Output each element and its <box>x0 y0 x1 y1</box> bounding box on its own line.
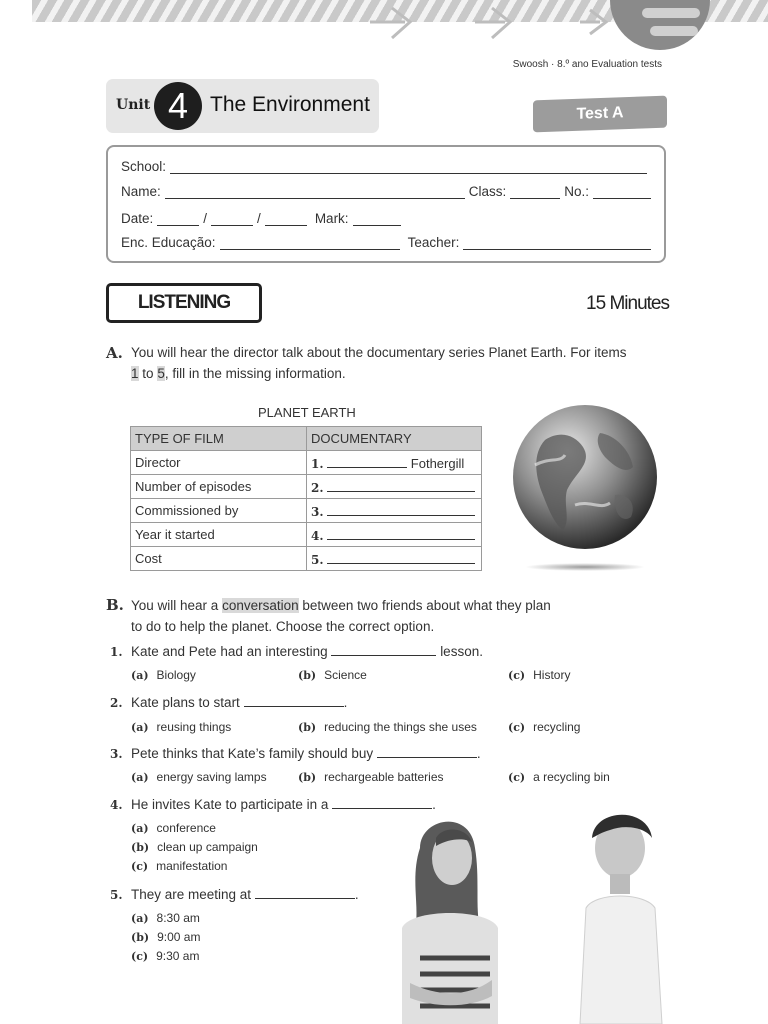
row-label: Number of episodes <box>131 475 307 499</box>
option[interactable]: (b) clean up campaign <box>131 840 258 854</box>
enc-label: Enc. Educação: <box>121 235 216 250</box>
teacher-label: Teacher: <box>407 235 460 250</box>
answer-blank[interactable] <box>327 455 407 468</box>
earth-globe-image <box>505 395 665 575</box>
date-separator: / <box>257 211 261 226</box>
enc-field[interactable] <box>220 235 400 250</box>
teacher-field[interactable] <box>463 235 651 250</box>
answer-cell[interactable]: 4. <box>307 523 482 547</box>
option[interactable]: (b) 9:00 am <box>131 930 201 944</box>
unit-number: 4 <box>154 82 202 130</box>
mark-field[interactable] <box>353 211 401 226</box>
answer-blank[interactable] <box>327 551 475 564</box>
row-label: Commissioned by <box>131 499 307 523</box>
part-a-instructions <box>131 342 671 384</box>
arrow-decoration <box>360 0 768 60</box>
table-header-cell: TYPE OF FILM <box>131 427 307 451</box>
mark-label: Mark: <box>314 211 349 226</box>
answer-blank[interactable] <box>244 694 344 707</box>
header-bar-icon <box>650 26 698 36</box>
option[interactable]: (c) History <box>508 668 571 682</box>
answer-blank[interactable] <box>255 886 355 899</box>
option[interactable]: (a) energy saving lamps <box>131 770 267 784</box>
option[interactable]: (a) 8:30 am <box>131 911 200 925</box>
director-suffix: Fothergill <box>410 455 465 471</box>
answer-blank[interactable] <box>377 745 477 758</box>
test-badge: Test A <box>533 96 667 133</box>
two-friends-photo <box>380 808 680 1024</box>
part-b-line-1: You will hear a conversation between two friends about what they plan <box>131 598 551 613</box>
unit-label: Unit <box>116 97 151 113</box>
arrow-icon <box>370 8 410 38</box>
row-label: Director <box>131 451 307 475</box>
option[interactable]: (c) recycling <box>508 720 581 734</box>
arrow-icon <box>580 10 606 34</box>
part-b-line-2: to do to help the planet. Choose the correct option. <box>131 619 435 634</box>
part-a-letter: A. <box>106 344 123 362</box>
series-label: Swoosh · 8.º ano Evaluation tests <box>512 59 662 70</box>
date-label: Date: <box>121 211 154 226</box>
header-circle-icon <box>610 0 710 50</box>
date-year-field[interactable] <box>265 211 307 226</box>
answer-blank[interactable] <box>327 503 475 516</box>
question-number: 1. <box>110 645 123 659</box>
table-row <box>131 499 482 523</box>
question-number: 3. <box>110 747 123 761</box>
class-field[interactable] <box>510 184 560 199</box>
school-row <box>121 159 651 174</box>
option[interactable]: (c) a recycling bin <box>508 770 610 784</box>
name-field[interactable] <box>165 184 465 199</box>
option[interactable]: (b) Science <box>298 668 367 682</box>
date-row <box>121 211 405 226</box>
answer-cell[interactable]: 5. <box>307 547 482 571</box>
girl-figure <box>402 822 498 1024</box>
table-row <box>131 475 482 499</box>
listening-section-title: LISTENING <box>106 283 262 323</box>
answer-blank[interactable] <box>331 643 436 656</box>
item-to: 5 <box>157 366 165 381</box>
part-b-letter: B. <box>106 596 124 614</box>
question-text: Kate and Pete had an interesting lesson. <box>131 644 483 659</box>
question-number: 2. <box>110 696 123 710</box>
planet-earth-table <box>130 426 482 571</box>
enc-row <box>121 235 651 250</box>
table-row <box>131 523 482 547</box>
school-label: School: <box>121 159 167 174</box>
option[interactable]: (c) 9:30 am <box>131 949 200 963</box>
answer-cell[interactable]: 1. Fothergill <box>307 451 482 475</box>
item-from: 1 <box>131 366 139 381</box>
date-month-field[interactable] <box>211 211 253 226</box>
question-text: Kate plans to start . <box>131 695 348 710</box>
part-a-line-2: 1 to 5, fill in the missing information. <box>131 366 346 381</box>
table-row <box>131 451 482 475</box>
row-label: Cost <box>131 547 307 571</box>
answer-blank[interactable] <box>327 527 475 540</box>
question-text: Pete thinks that Kate’s family should buy . <box>131 746 481 761</box>
table-row <box>131 547 482 571</box>
part-a-line-1: You will hear the director talk about the documentary series Planet Earth. For items <box>131 345 627 360</box>
time-limit: 15 Minutes <box>586 293 669 314</box>
question-number: 4. <box>110 798 123 812</box>
option[interactable]: (c) manifestation <box>131 859 228 873</box>
name-label: Name: <box>121 184 161 199</box>
date-separator: / <box>203 211 208 226</box>
option[interactable]: (a) conference <box>131 821 216 835</box>
question-number: 5. <box>110 888 123 902</box>
option[interactable]: (b) rechargeable batteries <box>298 770 444 784</box>
question-text: He invites Kate to participate in a . <box>131 797 436 812</box>
arrow-icon <box>475 8 510 38</box>
table-header-row <box>131 427 482 451</box>
row-label: Year it started <box>131 523 307 547</box>
part-b-instructions <box>131 595 601 637</box>
highlight-word: conversation <box>222 598 299 613</box>
class-label: Class: <box>468 184 507 199</box>
table-caption: PLANET EARTH <box>258 405 356 420</box>
number-field[interactable] <box>593 184 651 199</box>
option[interactable]: (a) Biology <box>131 668 196 682</box>
school-field[interactable] <box>170 159 647 174</box>
answer-cell[interactable]: 2. <box>307 475 482 499</box>
number-label: No.: <box>564 184 590 199</box>
option[interactable]: (a) reusing things <box>131 720 232 734</box>
name-row <box>121 184 651 199</box>
date-day-field[interactable] <box>157 211 199 226</box>
option[interactable]: (b) reducing the things she uses <box>298 720 477 734</box>
table-header-cell: DOCUMENTARY <box>307 427 482 451</box>
question-text: They are meeting at . <box>131 887 359 902</box>
unit-title: The Environment <box>210 93 370 116</box>
answer-blank[interactable] <box>327 479 475 492</box>
header-bar-icon <box>642 8 700 18</box>
boy-figure <box>580 815 662 1024</box>
answer-cell[interactable]: 3. <box>307 499 482 523</box>
